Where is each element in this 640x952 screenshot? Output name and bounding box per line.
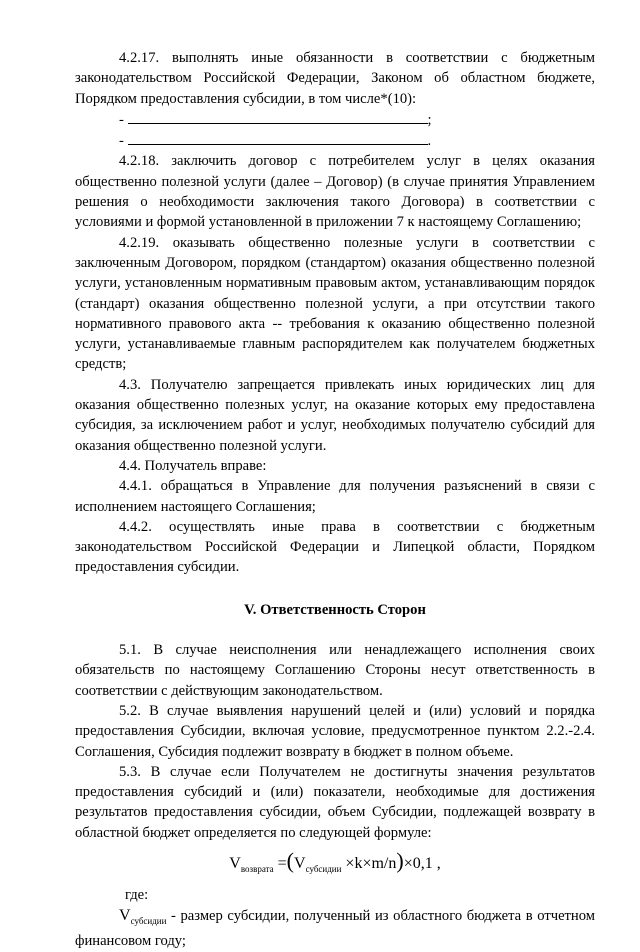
formula-rest: ×k×m/n [345,854,397,872]
clause-4-2-18: 4.2.18. заключить договор с потребителем услуг в целях оказания общественно полезной услуги (далее – Договор) (в случае принятия Управлением решения о необходимости заключения такого Договора) в соответствии с условиями и формой установленной в приложении 7 к настоящему Соглашению; [75,153,595,231]
clause-4-4: 4.4. Получатель вправе: [119,457,267,474]
clause-4-2-19: 4.2.19. оказывать общественно полезные услуги в соответствии с заключенным Договором, порядком (стандартом) оказания общественно полезной услуги, установленным нормативным правовым актом, устанавливающим порядок (стандарт) оказания общественно полезной услуги, а при отсутствии такого нормативного правового акта -- требования к оказанию общественно полезной услуги, устанавливаемые главным распорядителем как получателем бюджетных средств; [75,234,595,373]
formula-v2-sub: субсидии [305,864,342,875]
line-end-punct: ; [427,111,432,128]
dash-marker: - [119,111,124,128]
refund-formula [75,847,595,879]
formula-tail: ×0,1 , [403,854,441,872]
clause-5-2: 5.2. В случае выявления нарушений целей и (или) условий и порядка предоставления Субсидии, включая условие, предусмотренное пунктом 2.2.-2.4. Соглашения, Субсидия подлежит возврату в бюджет в полном объеме. [75,702,595,760]
def-symbol-sub: субсидии [130,915,167,926]
clause-4-4-2: 4.4.2. осуществлять иные права в соответствии с бюджетным законодательством Российской Федерации и Липецкой области, Порядком предоставления субсидии. [75,518,595,576]
formula-v2: V [294,854,306,872]
clause-5-3: 5.3. В случае если Получателем не достигнуты значения результатов предоставления субсидий и (или) показатели, необходимые для достижения результатов предоставления субсидии, объем Субсидии, подлежащей возврату в областной бюджет определяется по следующей формуле: [75,763,595,841]
definition-v-subsidy [75,906,595,952]
formula-eq: = [277,854,287,872]
formula-v: V [229,854,241,872]
document-body [75,48,595,952]
clause-4-3: 4.3. Получателю запрещается привлекать иных юридических лиц для оказания общественно полезных услуг, на оказание которых ему предоставлена субсидия, за исключением работ и услуг, необходимых получателю субсидий для оказания общественно полезной услуги. [75,376,595,454]
clause-4-2-17: 4.2.17. выполнять иные обязанности в соответствии с бюджетным законодательством Российской Федерации, Законом об областном бюджете, Порядком предоставления субсидии, в том числе*(10): [75,50,595,107]
blank-line-2 [75,130,595,151]
where-label: где: [125,887,149,904]
def-symbol-v: V [119,906,131,924]
fill-in-line [128,130,428,145]
formula-close-paren: ) [396,847,404,873]
line-end-punct: . [427,133,432,150]
def-symbol [119,907,166,924]
formula-open-paren: ( [286,847,294,873]
blank-line-1 [75,109,595,130]
clause-4-4-1: 4.4.1. обращаться в Управление для получения разъяснений в связи с исполнением настоящего Соглашения; [75,478,595,515]
clause-5-1: 5.1. В случае неисполнения или ненадлежащего исполнения своих обязательств по настоящему Соглашению Стороны несут ответственность в соответствии с действующим законодательством. [75,642,595,699]
formula-v-sub: возврата [240,864,274,875]
section-heading: V. Ответственность Сторон [244,601,426,618]
fill-in-line [128,109,428,124]
def-text: - размер субсидии, полученный из областного бюджета в отчетном финансовом году; [75,907,595,950]
dash-marker: - [119,133,124,150]
